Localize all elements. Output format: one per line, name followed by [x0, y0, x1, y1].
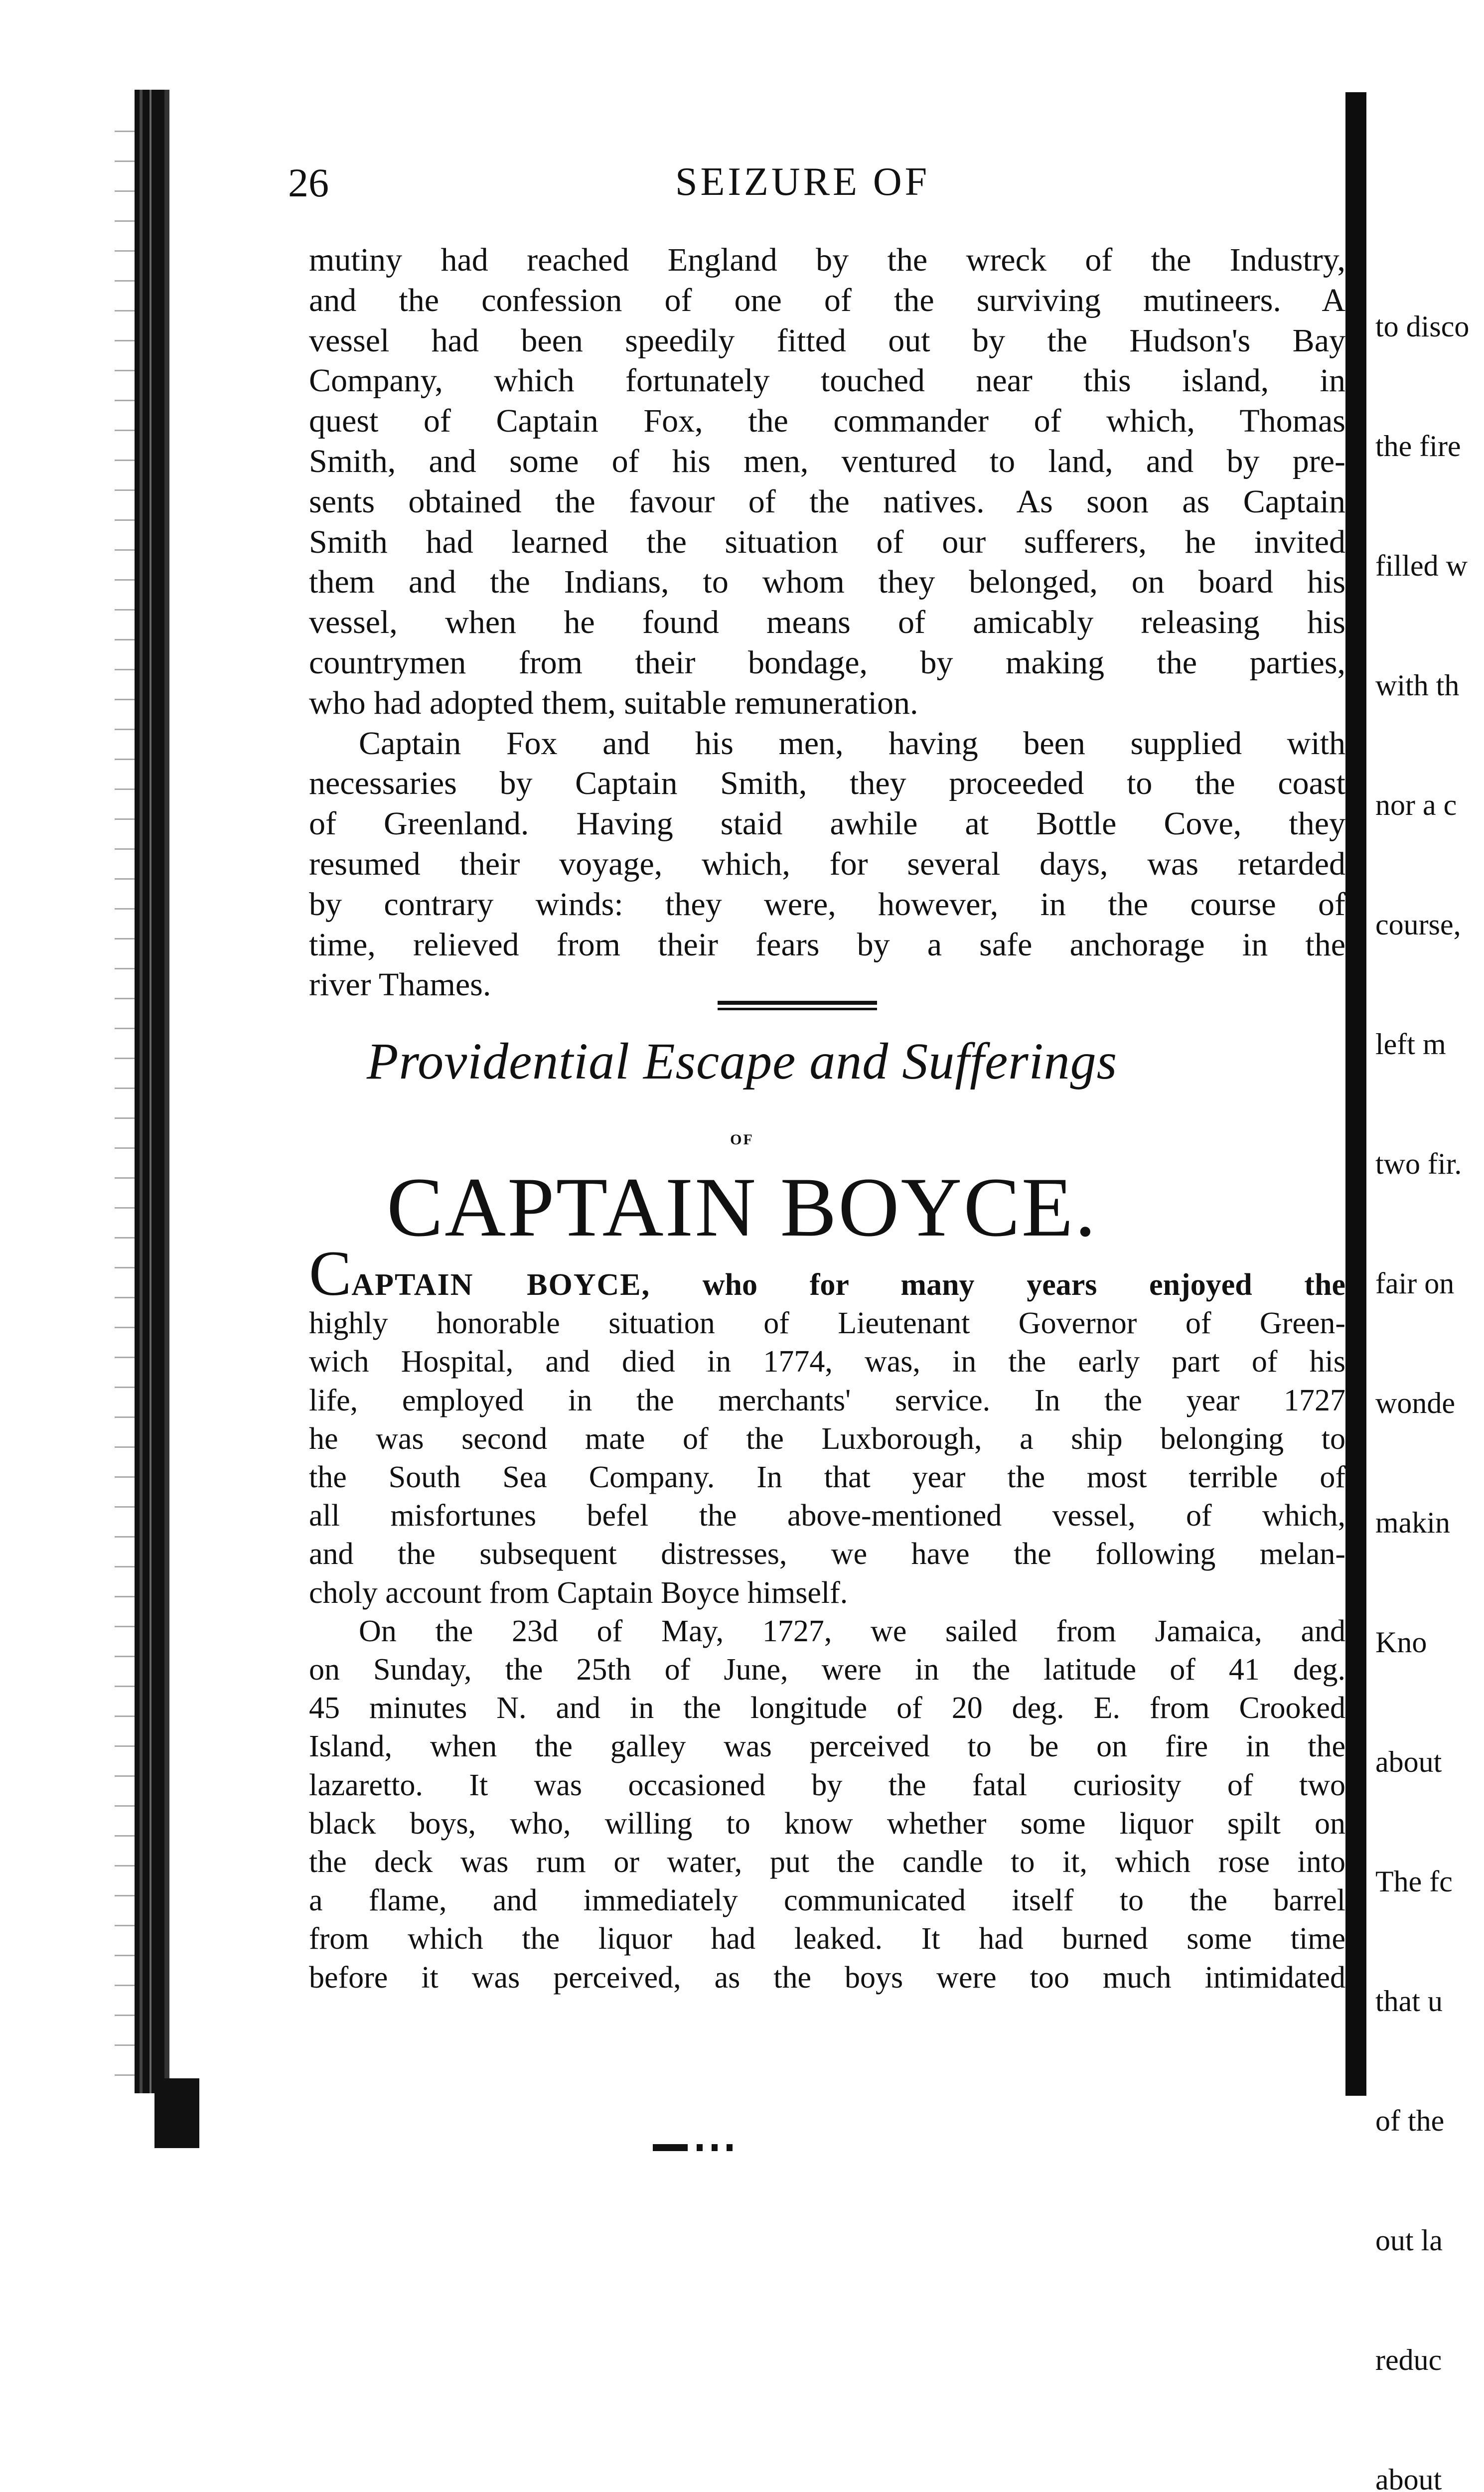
left-binding-shadow: [135, 90, 169, 2093]
gutter-rule: [1345, 92, 1366, 2096]
text-line: vessel had been speedily fitted out by the Hudson's Bay: [309, 322, 1345, 359]
text-line: mutiny had reached England by the wreck of the Industry,: [309, 242, 1345, 278]
text-line: Smith, and some of his men, ventured to land, and by pre-: [309, 443, 1345, 479]
text-line: who had adopted them, suitable remuneration.: [309, 684, 918, 721]
text-line: of Greenland. Having staid awhile at Bottle Cove, they: [309, 805, 1345, 842]
fragment-line: about: [1375, 1745, 1442, 1778]
text-line: and the subsequent distresses, we have the following melan-: [309, 1537, 1345, 1571]
text-line: sents obtained the favour of the natives. As soon as Captain: [309, 483, 1345, 520]
story-title: Providential Escape and Sufferings: [366, 1033, 1118, 1090]
text-line: necessaries by Captain Smith, they proceeded to the coast: [309, 765, 1345, 802]
signature-mark: [653, 2143, 757, 2161]
text-line: before it was perceived, as the boys were too much intimidated: [309, 1960, 1345, 1995]
text-line: Company, which fortunately touched near this island, in: [309, 362, 1345, 399]
text-line: countrymen from their bondage, by making the parties,: [309, 644, 1345, 681]
fragment-line: reduc: [1375, 2343, 1442, 2376]
opening-line: [309, 1238, 1346, 1309]
text-line: he was second mate of the Luxborough, a ship belonging to: [309, 1421, 1345, 1456]
opening-line-rest: who for many years enjoyed the: [702, 1268, 1346, 1302]
text-line: time, relieved from their fears by a safe anchorage in the: [309, 926, 1345, 963]
text-line: them and the Indians, to whom they belonged, on board his: [309, 564, 1345, 601]
text-line: all misfortunes befel the above-mentioned vessel, of which,: [309, 1499, 1345, 1533]
text-line: Island, when the galley was perceived to be on fire in the: [309, 1729, 1345, 1764]
fragment-line: two fir.: [1375, 1147, 1462, 1180]
text-line: wich Hospital, and died in 1774, was, in the early part of his: [309, 1345, 1345, 1379]
story-name-heading: CAPTAIN BOYCE.: [386, 1160, 1098, 1254]
fragment-line: the fire: [1375, 430, 1461, 463]
text-line: highly honorable situation of Lieutenant Governor of Green-: [309, 1306, 1345, 1341]
fragment-line: about: [1375, 2463, 1442, 2492]
paragraph-voyage-home: [309, 724, 1345, 1006]
fragment-line: filled w: [1375, 549, 1468, 582]
page-number: 26: [288, 160, 329, 205]
running-title: SEIZURE OF: [675, 160, 930, 204]
text-line: life, employed in the merchants' service. In the year 1727: [309, 1383, 1345, 1417]
section-divider-thin: [718, 1008, 877, 1010]
fragment-line: left m: [1375, 1028, 1446, 1061]
text-line: by contrary winds: they were, however, in the course of: [309, 886, 1345, 923]
text-line: the deck was rum or water, put the candle to it, which rose into: [309, 1845, 1345, 1879]
text-line: resumed their voyage, which, for several days, was retarded: [309, 845, 1345, 882]
fragment-line: wonde: [1375, 1387, 1455, 1419]
text-line: 45 minutes N. and in the longitude of 20 deg. E. from Crooked: [309, 1691, 1345, 1725]
story-text: [309, 1238, 1346, 1997]
fragment-line: Kno: [1375, 1626, 1427, 1659]
left-binding-edge: [115, 120, 135, 2083]
binding-foot-shadow: [154, 2078, 199, 2148]
text-line: Captain Fox and his men, having been supplied with: [359, 725, 1345, 762]
fragment-line: fair on: [1375, 1267, 1455, 1300]
fragment-line: The fc: [1375, 1865, 1453, 1898]
fragment-line: course,: [1375, 908, 1461, 941]
text-line: black boys, who, willing to know whether some liquor spilt on: [309, 1806, 1345, 1841]
fragment-line: to disco: [1375, 310, 1470, 343]
fragment-line: out la: [1375, 2224, 1443, 2257]
title-connector: OF: [730, 1131, 754, 1148]
running-head: [0, 159, 1484, 209]
drop-cap: C: [309, 1238, 352, 1309]
name-small-caps: APTAIN BOYCE,: [351, 1268, 651, 1302]
paragraph-narrative: [309, 1612, 1345, 1997]
text-line: quest of Captain Fox, the commander of which, Thomas: [309, 403, 1345, 440]
text-line: from which the liquor had leaked. It had burned some time: [309, 1922, 1345, 1956]
text-line: a flame, and immediately communicated itself to the barrel: [309, 1883, 1345, 1918]
paragraph-introduction: [309, 1238, 1346, 1612]
text-line: vessel, when he found means of amicably releasing his: [309, 604, 1345, 641]
fragment-line: of the: [1375, 2104, 1445, 2137]
text-line: on Sunday, the 25th of June, were in the latitude of 41 deg.: [309, 1653, 1345, 1687]
paragraph-rescue: [309, 240, 1345, 724]
text-line: the South Sea Company. In that year the most terrible of: [309, 1460, 1345, 1495]
fragment-line: that u: [1375, 1985, 1443, 2018]
text-line: choly account from Captain Boyce himself.: [309, 1575, 848, 1610]
section-text: [309, 240, 1345, 1005]
text-line: river Thames.: [309, 966, 491, 1003]
fragment-line: makin: [1375, 1506, 1450, 1539]
fragment-line: nor a c: [1375, 788, 1457, 821]
text-line: lazaretto. It was occasioned by the fatal curiosity of two: [309, 1768, 1345, 1802]
fragment-line: with th: [1375, 669, 1460, 702]
text-line: On the 23d of May, 1727, we sailed from Jamaica, and: [359, 1614, 1345, 1648]
section-divider: [718, 1001, 877, 1005]
facing-page-fragments: [1375, 227, 1484, 2492]
text-line: Smith had learned the situation of our sufferers, he invited: [309, 523, 1345, 560]
text-line: and the confession of one of the surviving mutineers. A: [309, 282, 1345, 318]
